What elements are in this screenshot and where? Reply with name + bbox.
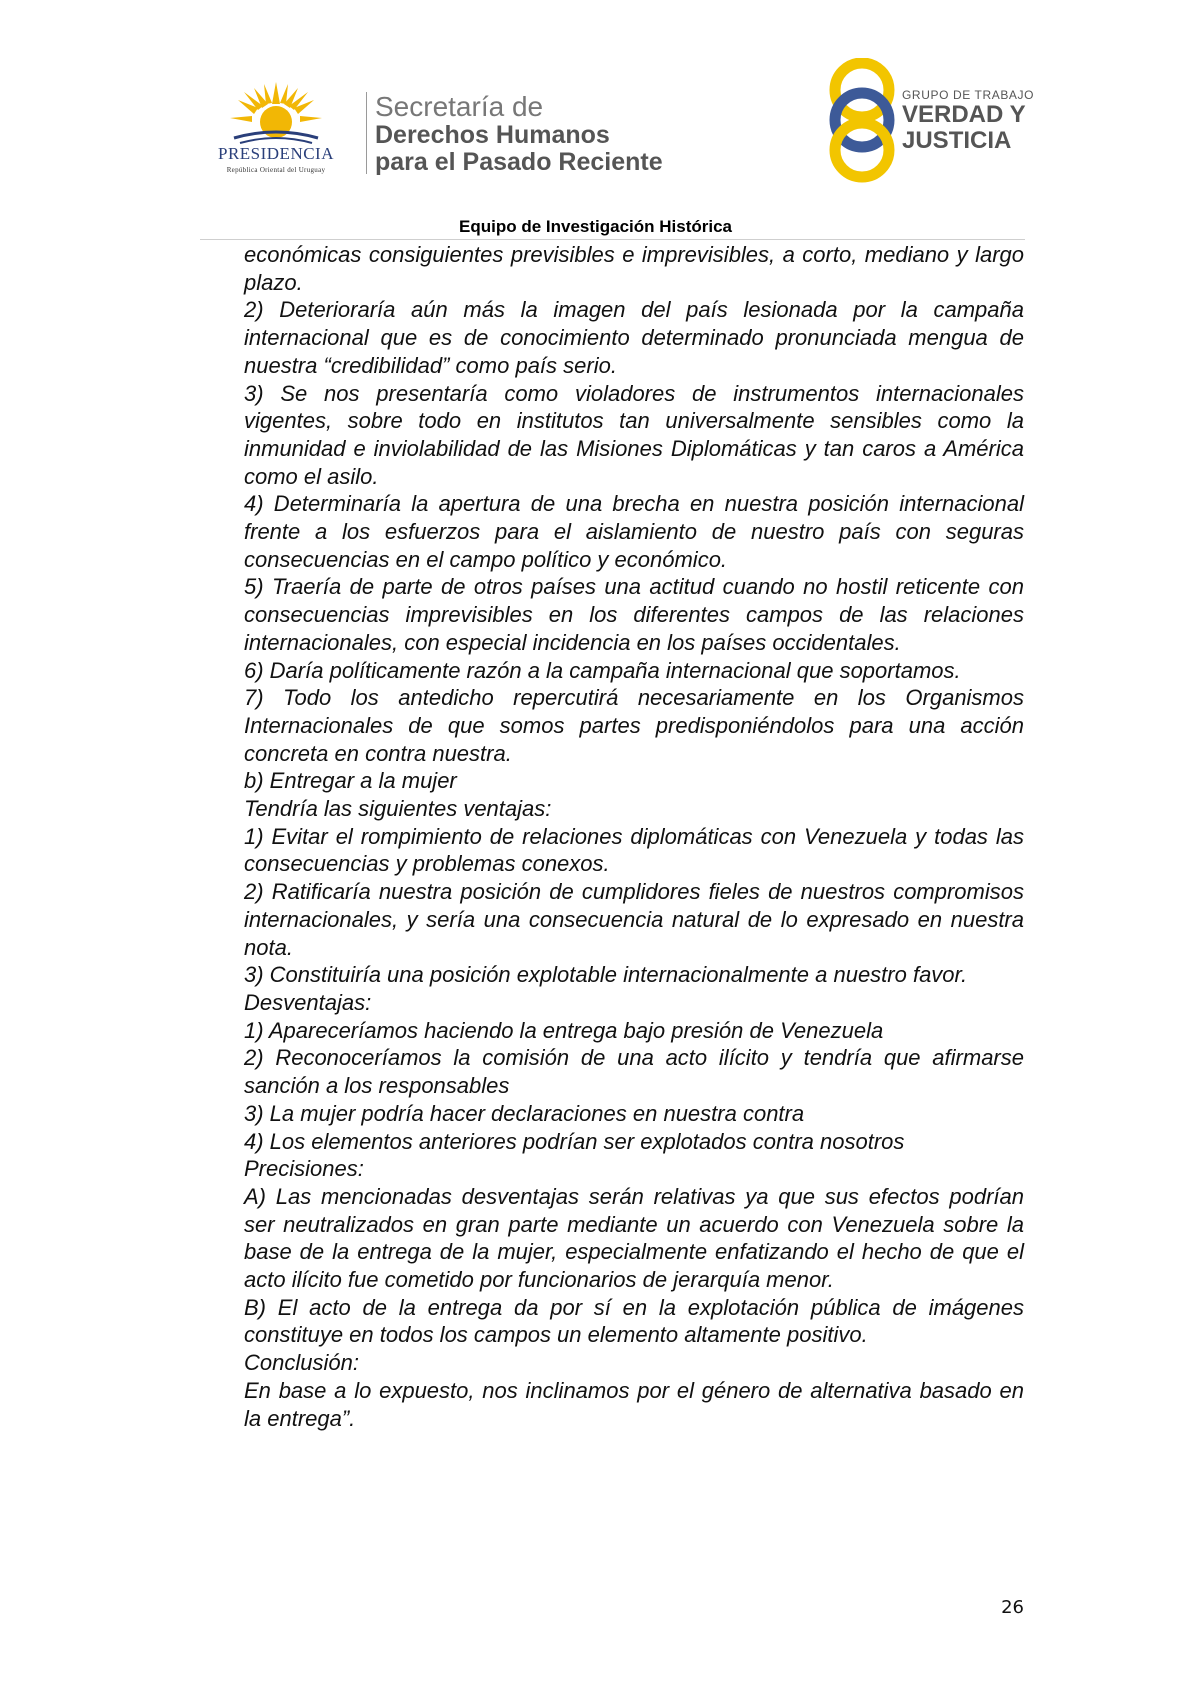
paragraph: Tendría las siguientes ventajas: xyxy=(244,796,552,822)
presidencia-subtitle: República Oriental del Uruguay xyxy=(226,166,326,174)
paragraph: 1) Apareceríamos haciendo la entrega bajo presión de Venezuela xyxy=(244,1017,884,1043)
paragraph: 2) Ratificaría nuestra posición de cumplidores fieles de nuestros compromisos internacionales, y sería una consecuencia natural de lo expresado en nuestra nota. xyxy=(244,879,1024,960)
paragraph: 4) Los elementos anteriores podrían ser explotados contra nosotros xyxy=(244,1128,905,1154)
grupo-text xyxy=(902,88,1034,154)
paragraph: 2) Deterioraría aún más la imagen del país lesionada por la campaña internacional que es de conocimiento determinado pronunciada mengua de nuestra “credibilidad” como país serio. xyxy=(244,297,1024,378)
paragraph: A) Las mencionadas desventajas serán relativas ya que sus efectos podrían ser neutralizados en gran parte mediante un acuerdo con Venezuela sobre la base de la entrega de la mujer, especialmente enfatizando el hecho de que el acto ilícito fue cometido por funcionarios de jerarquía menor. xyxy=(244,1183,1024,1293)
page-number: 26 xyxy=(1001,1597,1024,1618)
paragraph: Conclusión: xyxy=(244,1350,359,1376)
grupo-line2: VERDAD Y xyxy=(902,101,1026,128)
paragraph: 4) Determinaría la apertura de una brecha en nuestra posición internacional frente a los esfuerzos para el aislamiento de nuestro país con seguras consecuencias en el campo político y económico. xyxy=(244,491,1024,572)
paragraph: económicas consiguientes previsibles e imprevisibles, a corto, mediano y largo plazo. xyxy=(244,242,1024,295)
grupo-line1: GRUPO DE TRABAJO xyxy=(902,88,1035,102)
paragraph: 7) Todo los antedicho repercutirá necesariamente en los Organismos Internacionales de que somos partes predisponiéndolos para una acción concreta en contra nuestra. xyxy=(244,685,1024,766)
paragraph: En base a lo expuesto, nos inclinamos por el género de alternativa basado en la entrega”. xyxy=(244,1377,1024,1431)
paragraph: b) Entregar a la mujer xyxy=(244,768,457,794)
paragraph: 2) Reconoceríamos la comisión de una acto ilícito y tendría que afirmarse sanción a los responsables xyxy=(244,1045,1024,1099)
presidencia-name: PRESIDENCIA xyxy=(217,144,334,163)
paragraph: 1) Evitar el rompimiento de relaciones diplomáticas con Venezuela y todas las consecuencias y problemas conexos. xyxy=(244,823,1024,877)
secretaria-line1: Secretaría de xyxy=(375,91,544,122)
paragraph: 6) Daría políticamente razón a la campaña internacional que soportamos. xyxy=(244,657,961,683)
linked-rings-icon xyxy=(822,58,902,184)
document-body xyxy=(244,241,1024,1432)
sun-emblem-icon xyxy=(226,82,326,144)
paragraph: 3) Se nos presentaría como violadores de instrumentos internacionales vigentes, sobre todo en institutos tan universalmente sensibles como la inmunidad e inviolabilidad de las Misiones Diplomáticas y tan caros a América como el asilo. xyxy=(244,380,1024,489)
paragraph: 3) Constituiría una posición explotable internacionalmente a nuestro favor. xyxy=(244,962,968,988)
header-rule xyxy=(200,239,1025,240)
secretaria-logo xyxy=(375,92,663,176)
secretaria-line2: Derechos Humanos xyxy=(375,121,610,149)
presidencia-logo xyxy=(196,82,356,180)
paragraph: Precisiones: xyxy=(244,1156,364,1182)
paragraph: Desventajas: xyxy=(244,989,372,1015)
page-header xyxy=(0,0,1191,240)
team-title: Equipo de Investigación Histórica xyxy=(459,217,732,236)
grupo-line3: JUSTICIA xyxy=(902,127,1012,154)
paragraph: 3) La mujer podría hacer declaraciones en nuestra contra xyxy=(244,1100,805,1126)
paragraph: B) El acto de la entrega da por sí en la explotación pública de imágenes constituye en todos los campos un elemento altamente positivo. xyxy=(244,1294,1024,1348)
logo-divider xyxy=(366,92,367,174)
grupo-verdad-justicia-logo xyxy=(822,58,1042,184)
paragraph: 5) Traería de parte de otros países una actitud cuando no hostil reticente con consecuencias imprevisibles en los diferentes campos de las relaciones internacionales, con especial incidencia en los países occidentales. xyxy=(244,574,1024,655)
secretaria-line3: para el Pasado Reciente xyxy=(375,148,663,176)
